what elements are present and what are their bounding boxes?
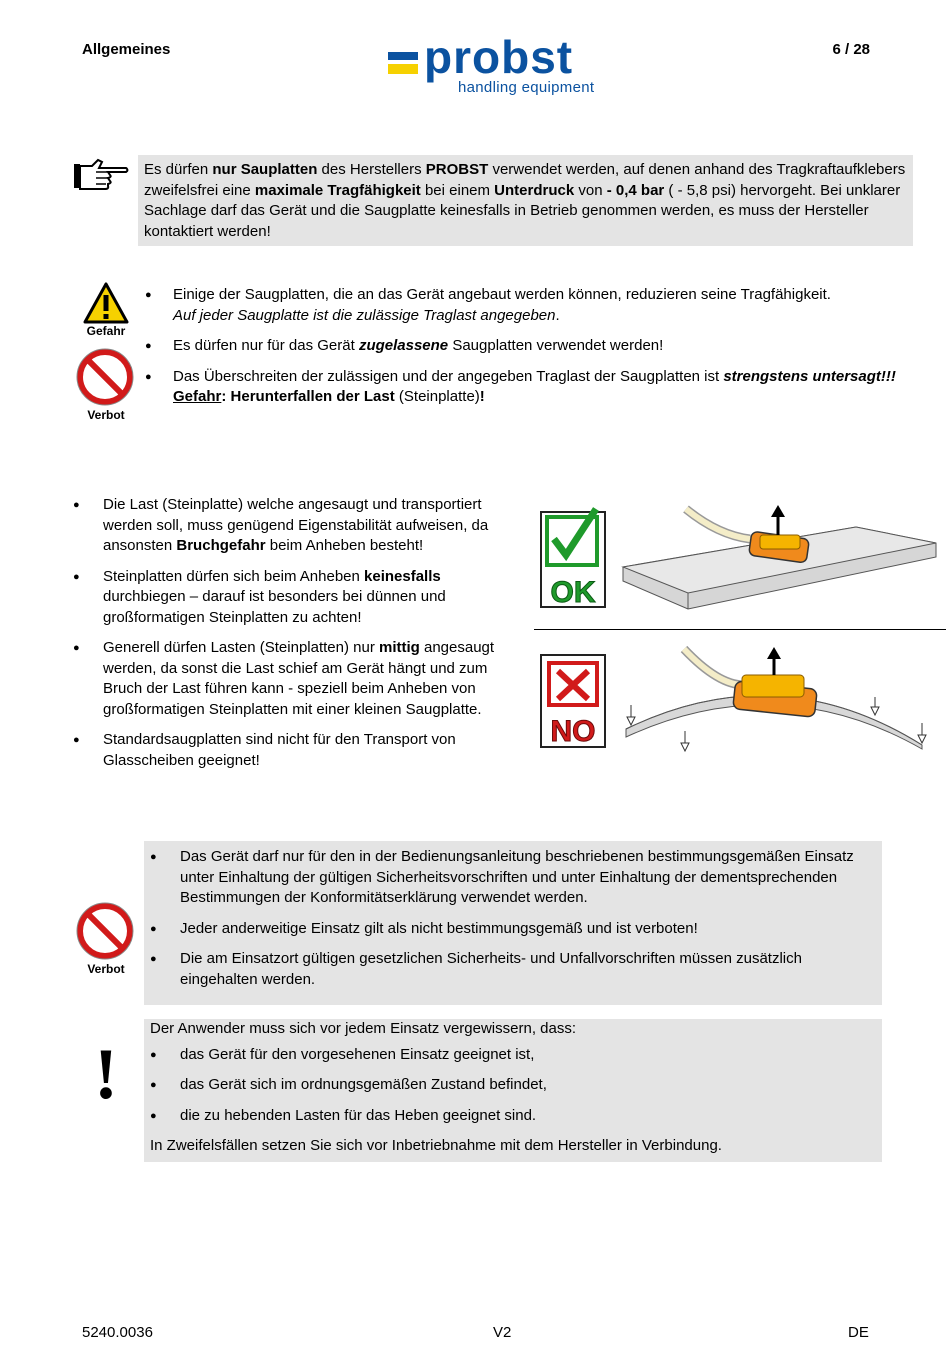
version: V2	[493, 1324, 512, 1341]
warning-triangle-icon	[83, 282, 129, 324]
logo-bar-blue	[388, 52, 418, 60]
list-item: ● Einige der Saugplatten, die an das Gerät angebaut werden können, reduzieren seine Tragfähigkeit. Auf jeder Saugplatte ist die zulässige Traglast angegeben.	[145, 285, 925, 326]
list-item: ● die zu hebenden Lasten für das Heben geeignet sind.	[150, 1106, 876, 1127]
user-check-box	[144, 1019, 882, 1162]
list-item: ● Das Gerät darf nur für den in der Bedienungsanleitung beschriebenen bestimmungsgemäßen Einsatz unter Einhaltung der gültigen Sicherheitsvorschriften und unter Einhaltung der dementsprechenden Bestimmungen der Konformitätserklärung verwendet werden.	[150, 847, 876, 909]
list-item: ● Steinplatten dürfen sich beim Anheben keinesfalls durchbiegen – darauf ist besonders bei dünnen und großformatigen Steinplatten zu achten!	[73, 567, 523, 629]
note-text: Es dürfen nur Sauplatten des Herstellers PROBST verwendet werden, auf denen anhand des Tragkraftaufklebers zweifelsfrei eine maximale Tragfähigkeit bei einem Unterdruck von - 0,4 bar ( - 5,8 psi) hervorgeht. Bei unklarer Sachlage darf das Gerät und die Saugplatte keinesfalls in Betrieb genommen werden, es muss der Hersteller kontaktiert werden!	[144, 161, 906, 240]
prohibition-icon	[76, 348, 134, 406]
page-number: 6 / 28	[832, 41, 870, 58]
intro-text: Der Anwender muss sich vor jedem Einsatz vergewissern, dass:	[150, 1020, 577, 1037]
list-item: ● Das Überschreiten der zulässigen und der angegeben Traglast der Saugplatten ist strengstens untersagt!!! Gefahr: Herunterfallen der Last (Steinplatte)!	[145, 367, 925, 408]
list-item: ● das Gerät sich im ordnungsgemäßen Zustand befindet,	[150, 1075, 876, 1096]
ok-label: OK	[550, 576, 596, 609]
prohibition-icon	[76, 902, 134, 960]
verbot-label: Verbot	[87, 408, 125, 422]
list-item: ● das Gerät für den vorgesehenen Einsatz geeignet ist,	[150, 1045, 876, 1066]
pointing-hand-icon	[72, 158, 130, 192]
list-item: ● Die Last (Steinplatte) welche angesaugt und transportiert werden soll, muss genügend Eigenstabilität aufweisen, da ansonsten Bruchgefahr beim Anheben besteht!	[73, 495, 523, 557]
language: DE	[848, 1324, 869, 1341]
no-label: NO	[550, 715, 596, 748]
probst-logo	[388, 31, 603, 100]
outro-text: In Zweifelsfällen setzen Sie sich vor Inbetriebnahme mit dem Hersteller in Verbindung.	[150, 1137, 722, 1154]
list-item: ● Generell dürfen Lasten (Steinplatten) nur mittig angesaugt werden, da sonst die Last schief am Gerät hängt und zum Bruch der Last führen kann - speziell beim Anheben von großformatigen Steinplatten mit einer kleinen Saugplatte.	[73, 638, 523, 720]
hazard-list	[145, 285, 925, 418]
list-item: ● Die am Einsatzort gültigen gesetzlichen Sicherheits- und Unfallvorschriften müssen zusätzlich eingehalten werden.	[150, 949, 876, 990]
exclamation-icon: !	[94, 1034, 118, 1114]
list-item: ● Es dürfen nur für das Gerät zugelassene Saugplatten verwendet werden!	[145, 336, 925, 357]
ok-illustration	[538, 505, 946, 615]
verbot-label: Verbot	[87, 962, 125, 976]
intended-use-box	[144, 841, 882, 1005]
probst-only-note	[138, 155, 913, 246]
gefahr-label: Gefahr	[86, 324, 126, 338]
logo-subtitle: handling equipment	[458, 79, 595, 96]
list-item: ● Jeder anderweitige Einsatz gilt als nicht bestimmungsgemäß und ist verboten!	[150, 919, 876, 940]
section-title: Allgemeines	[82, 41, 171, 58]
no-illustration	[538, 645, 946, 760]
list-item: ● Standardsaugplatten sind nicht für den Transport von Glasscheiben geeignet!	[73, 730, 523, 771]
illustration-divider	[534, 629, 946, 630]
logo-bar-yellow	[388, 64, 418, 74]
stone-plate-list	[73, 495, 523, 781]
document-number: 5240.0036	[82, 1324, 153, 1341]
logo-word: probst	[424, 31, 574, 83]
